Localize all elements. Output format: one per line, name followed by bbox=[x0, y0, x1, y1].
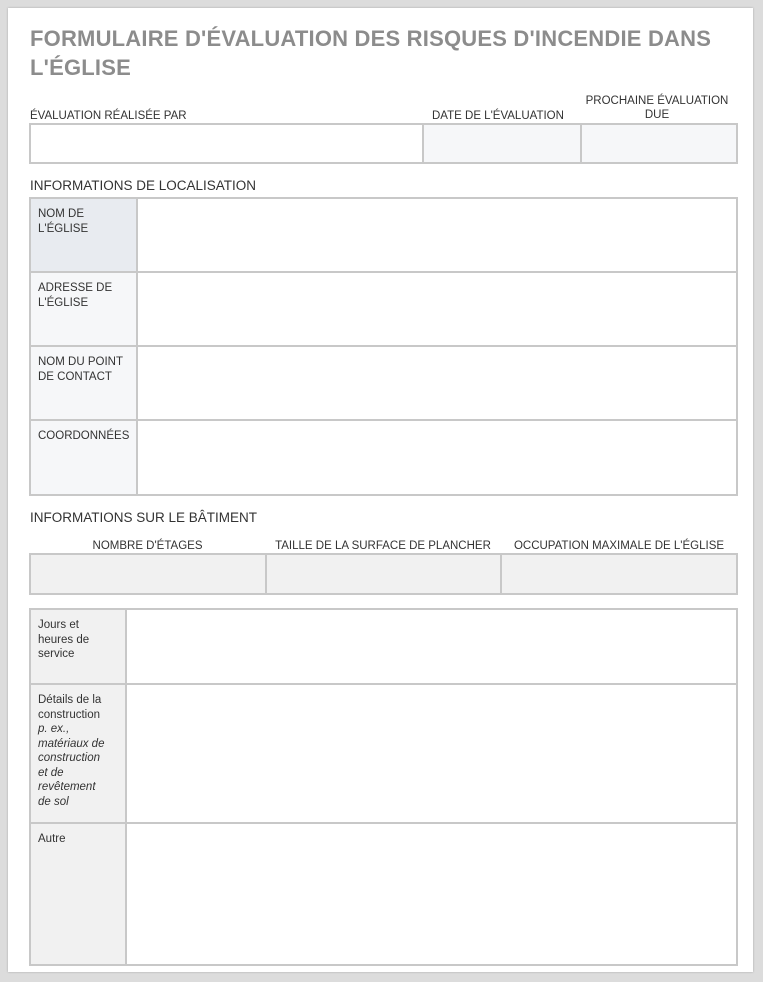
divider bbox=[31, 419, 736, 421]
assessed-by-label: ÉVALUATION RÉALISÉE PAR bbox=[30, 110, 187, 122]
max-occupancy-field[interactable] bbox=[502, 555, 736, 593]
other-field[interactable] bbox=[127, 824, 736, 964]
floors-label: NOMBRE D'ÉTAGES bbox=[92, 540, 203, 552]
divider bbox=[31, 345, 736, 347]
form-page bbox=[8, 8, 753, 972]
assessment-info-box bbox=[29, 123, 738, 164]
floor-area-field[interactable] bbox=[267, 555, 500, 593]
next-assessment-field[interactable] bbox=[582, 125, 736, 162]
construction-details-field[interactable] bbox=[127, 685, 736, 822]
location-table bbox=[29, 197, 738, 496]
location-section-heading: INFORMATIONS DE LOCALISATION bbox=[30, 178, 257, 193]
contact-details-field[interactable] bbox=[138, 421, 736, 494]
construction-details-label: Détails de la construction p. ex., matériaux de construction et de revêtement de sol bbox=[38, 694, 105, 808]
floors-field[interactable] bbox=[31, 555, 265, 593]
details-table bbox=[29, 608, 738, 966]
assessment-date-field[interactable] bbox=[424, 125, 580, 162]
divider bbox=[580, 125, 582, 162]
other-label: Autre bbox=[38, 833, 66, 845]
church-name-label: NOM DE L'ÉGLISE bbox=[38, 208, 89, 235]
divider bbox=[422, 125, 424, 162]
contact-name-label: NOM DU POINT DE CONTACT bbox=[38, 356, 123, 383]
divider bbox=[125, 610, 127, 964]
floor-area-label: TAILLE DE LA SURFACE DE PLANCHER bbox=[275, 540, 491, 552]
divider bbox=[500, 555, 502, 593]
divider bbox=[31, 271, 736, 273]
church-name-field[interactable] bbox=[138, 199, 736, 271]
church-address-field[interactable] bbox=[138, 273, 736, 345]
church-address-label: ADRESSE DE L'ÉGLISE bbox=[38, 282, 113, 309]
max-occupancy-label: OCCUPATION MAXIMALE DE L'ÉGLISE bbox=[513, 540, 725, 552]
building-info-box bbox=[29, 553, 738, 595]
assessed-by-field[interactable] bbox=[31, 125, 422, 162]
contact-name-field[interactable] bbox=[138, 347, 736, 419]
contact-details-label: COORDONNÉES bbox=[38, 430, 130, 442]
service-hours-field[interactable] bbox=[127, 610, 736, 683]
building-section-heading: INFORMATIONS SUR LE BÂTIMENT bbox=[30, 510, 258, 525]
service-hours-label: Jours et heures de service bbox=[38, 619, 90, 660]
next-assessment-label: PROCHAINE ÉVALUATION DUE bbox=[585, 95, 729, 121]
divider bbox=[265, 555, 267, 593]
page-title: FORMULAIRE D'ÉVALUATION DES RISQUES D'INCENDIE DANS L'ÉGLISE bbox=[30, 26, 712, 80]
divider bbox=[31, 822, 736, 824]
assessment-date-label: DATE DE L'ÉVALUATION bbox=[432, 110, 564, 122]
divider bbox=[31, 683, 736, 685]
